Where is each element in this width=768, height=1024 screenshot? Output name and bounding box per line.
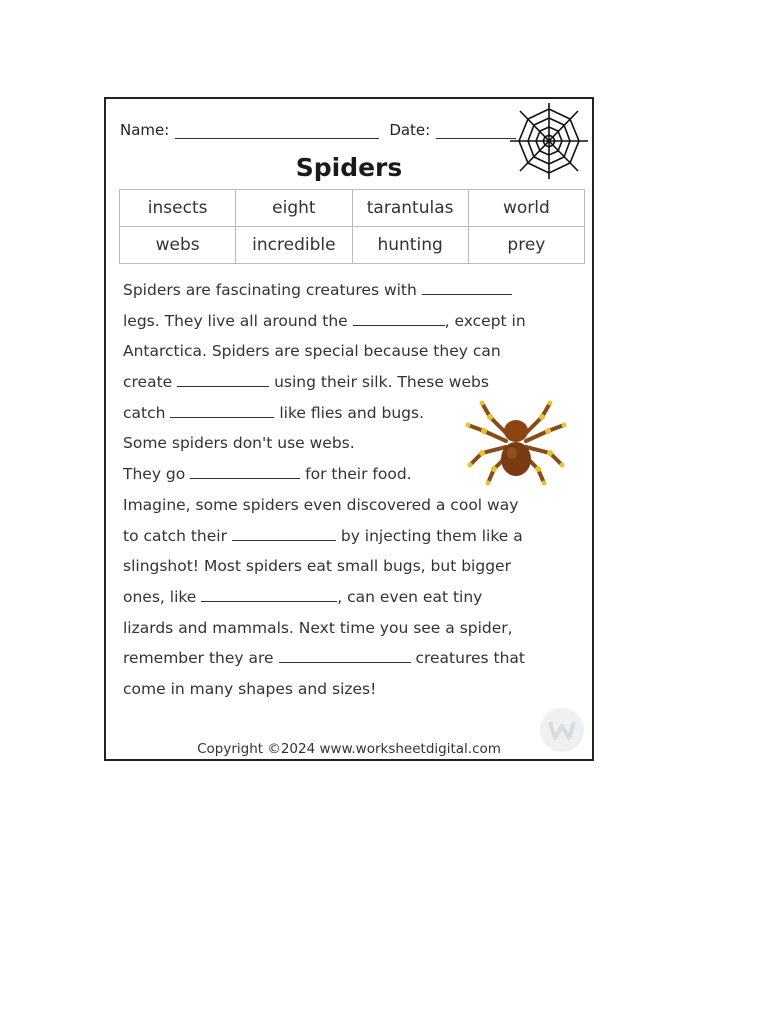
passage-text: Some spiders don't use webs.: [123, 434, 355, 453]
passage-text: for their food.: [305, 465, 412, 484]
passage-text: lizards and mammals. Next time you see a spider,: [123, 618, 513, 637]
word-bank-row: [120, 227, 585, 264]
blank-5[interactable]: [190, 464, 300, 479]
blank-7[interactable]: [201, 587, 337, 602]
worksheet-title: Spiders: [295, 153, 403, 182]
passage-text: Spiders are fascinating creatures with: [123, 281, 417, 299]
word-bank: [119, 189, 585, 264]
word-bank-cell: prey: [468, 227, 584, 264]
worksheet: [104, 97, 594, 761]
word-bank-cell: incredible: [236, 227, 352, 264]
name-label: Name:: [120, 121, 170, 139]
passage-text: , can even eat tiny: [337, 587, 483, 606]
passage-text: legs. They live all around the: [123, 311, 348, 330]
name-date-row: [120, 121, 516, 139]
passage-text: , except in: [444, 311, 526, 330]
passage-line: [123, 613, 583, 644]
word-bank-cell: eight: [236, 190, 352, 227]
word-bank-cell: webs: [120, 227, 236, 264]
passage-text: Antarctica. Spiders are special because they can: [123, 342, 501, 361]
word-bank-row: [120, 190, 585, 227]
date-label: Date:: [389, 121, 431, 139]
blank-3[interactable]: [177, 372, 269, 387]
passage-text: to catch their: [123, 526, 227, 545]
passage-text: create: [123, 373, 173, 392]
copyright-footer: Copyright ©2024 www.worksheetdigital.com: [197, 741, 501, 757]
passage-text: come in many shapes and sizes!: [123, 679, 377, 698]
passage-text: ones, like: [123, 587, 197, 606]
blank-2[interactable]: [353, 311, 445, 326]
passage-line: [123, 367, 583, 398]
word-bank-cell: world: [468, 190, 584, 227]
passage-line: [123, 275, 583, 306]
passage-text: remember they are: [123, 649, 274, 668]
blank-6[interactable]: [232, 526, 336, 541]
passage: [123, 275, 583, 705]
date-field[interactable]: [436, 124, 516, 139]
passage-line: [123, 674, 583, 705]
passage-line: [123, 643, 583, 674]
blank-1[interactable]: [422, 280, 512, 295]
blank-8[interactable]: [279, 648, 411, 663]
passage-line: [123, 521, 583, 552]
word-bank-cell: insects: [120, 190, 236, 227]
name-field[interactable]: [175, 124, 379, 139]
passage-line: [123, 490, 583, 521]
passage-text: creatures that: [415, 649, 526, 668]
passage-line: [123, 306, 583, 337]
passage-text: They go: [123, 465, 186, 484]
word-bank-cell: hunting: [352, 227, 468, 264]
passage-text: slingshot! Most spiders eat small bugs, but bigger: [123, 557, 511, 576]
passage-text: catch: [123, 403, 166, 422]
word-bank-cell: tarantulas: [352, 190, 468, 227]
passage-line: [123, 336, 583, 367]
passage-line: [123, 551, 583, 582]
spider-icon: [464, 395, 568, 487]
passage-text: like flies and bugs.: [279, 403, 425, 422]
blank-4[interactable]: [170, 403, 274, 418]
passage-text: Imagine, some spiders even discovered a cool way: [123, 495, 519, 514]
passage-text: using their silk. These webs: [274, 373, 489, 392]
passage-line: [123, 582, 583, 613]
passage-text: by injecting them like a: [340, 526, 523, 545]
